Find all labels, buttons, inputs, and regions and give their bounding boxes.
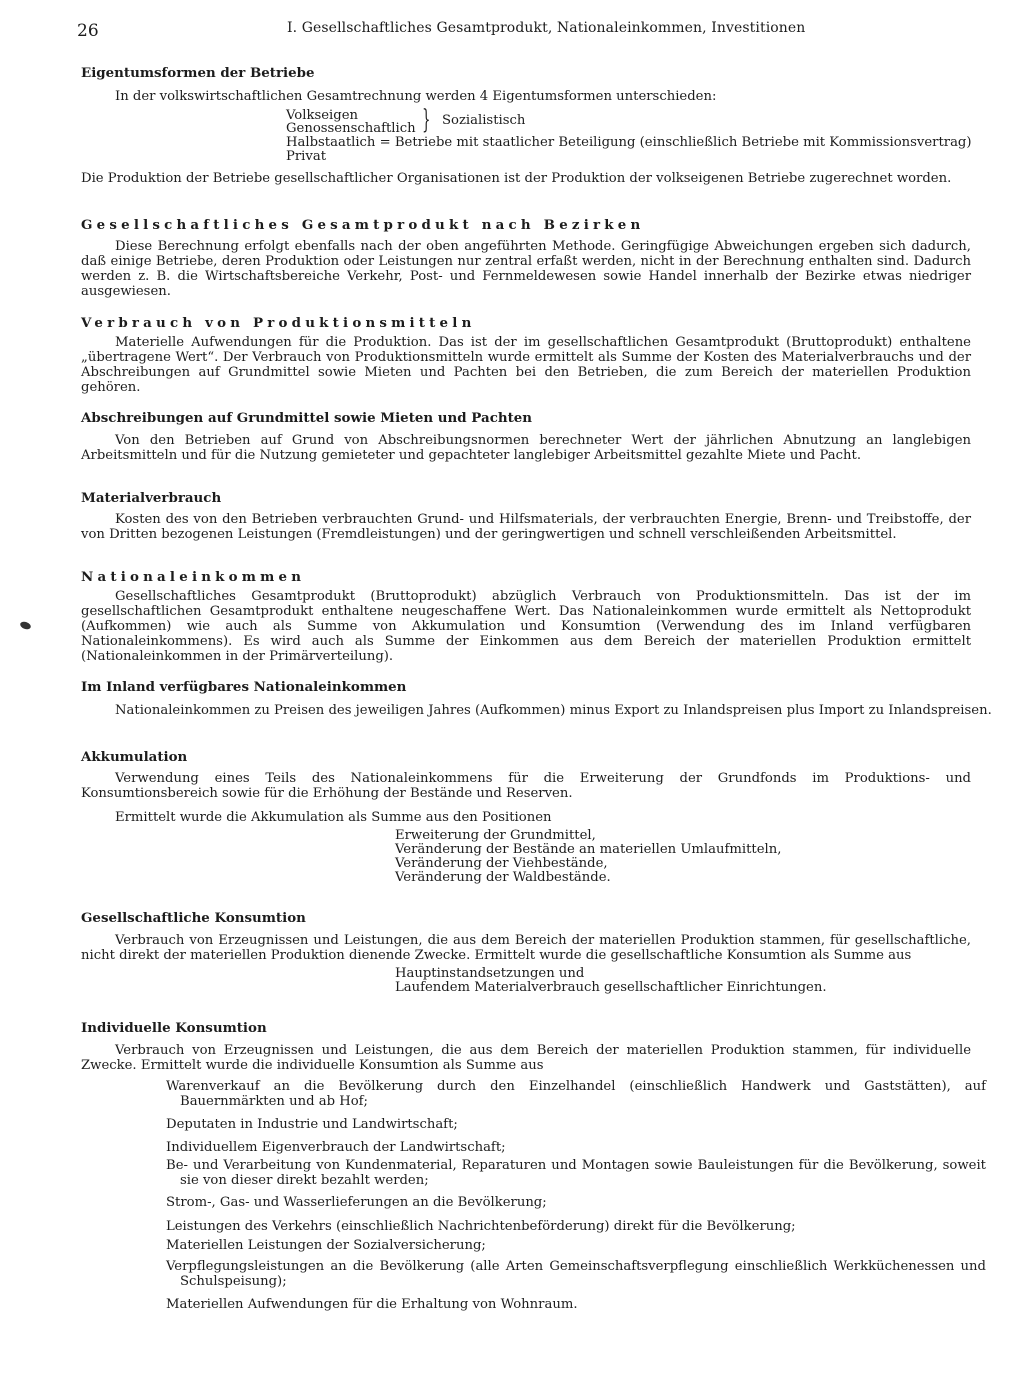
list-item: Be- und Verarbeitung von Kundenmaterial, Reparaturen und Montagen sowie Bauleistungen für die Bevölkerung, soweit sie von dieser direkt bezahlt werden; [166, 1158, 986, 1188]
brace-sozialistisch: } [422, 105, 431, 135]
nationaleinkommen-text: Gesellschaftliches Gesamtprodukt (Bruttoprodukt) abzüglich Verbrauch von Produktionsmitteln. Das ist der im gesellschaftlichen Gesamtprodukt enthaltene neugeschaffene Wert. Das Nationaleinkommen wurde ermittelt als Nettoprodukt (Aufkommen) wie auch als Summe von Akkumulation und Konsumtion (Verwendung des im Inland verfügbaren Nationaleinkommens). Es wird auch als Summe der Einkommen aus dem Bereich der materiellen Produktion ermittelt (Nationaleinkommen in der Primärverteilung). [81, 589, 971, 664]
akkumulation-position: Veränderung der Bestände an materiellen Umlaufmitteln, [395, 842, 782, 857]
heading-individuelle-konsumtion: Individuelle Konsumtion [81, 1020, 267, 1036]
akkumulation-position: Veränderung der Viehbestände, [395, 856, 608, 871]
akkumulation-position: Veränderung der Waldbestände. [395, 870, 611, 885]
heading-abschreibungen: Abschreibungen auf Grundmittel sowie Mieten und Pachten [81, 410, 533, 426]
abschreibungen-text: Von den Betrieben auf Grund von Abschreibungsnormen berechneter Wert der jährlichen Abnutzung an langlebigen Arbeitsmitteln und für die Nutzung gemieteter und gepachteter langlebiger Arbeitsmittel gezahlte Miete und Pacht. [81, 433, 971, 463]
list-item: Materiellen Leistungen der Sozialversicherung; [166, 1238, 486, 1253]
eigentum-intro: In der volkswirtschaftlichen Gesamtrechnung werden 4 Eigentumsformen unterschieden: [115, 89, 717, 104]
list-item: Verpflegungsleistungen an die Bevölkerung (alle Arten Gemeinschaftsverpflegung einschließlich Werkküchenessen und Schulspeisung); [166, 1259, 986, 1289]
heading-verbrauch: Verbrauch von Produktionsmitteln [81, 315, 476, 331]
heading-gesellschaftliche-konsumtion: Gesellschaftliche Konsumtion [81, 910, 306, 926]
ink-speck [19, 620, 32, 630]
running-title: I. Gesellschaftliches Gesamtprodukt, Nationaleinkommen, Investitionen [287, 20, 806, 36]
akkumulation-text: Verwendung eines Teils des Nationaleinkommens für die Erweiterung der Grundfonds im Produktions- und Konsumtionsbereich sowie für die Erhöhung der Bestände und Reserven. [81, 771, 971, 801]
list-item: Deputaten in Industrie und Landwirtschaft; [166, 1117, 458, 1132]
bezirke-text: Diese Berechnung erfolgt ebenfalls nach der oben angeführten Methode. Geringfügige Abweichungen ergeben sich dadurch, daß einige Betriebe, deren Produktion oder Leistungen nur zentral erfaßt werden, nicht in der Berechnung enthalten sind. Dadurch werden z. B. die Wirtschaftsbereiche Verkehr, Post- und Fernmeldewesen sowie Handel innerhalb der Bezirke etwas niedriger ausgewiesen. [81, 239, 971, 299]
heading-eigentumsformen: Eigentumsformen der Betriebe [81, 65, 315, 81]
group-label-sozialistisch: Sozialistisch [442, 113, 526, 128]
list-item: Warenverkauf an die Bevölkerung durch den Einzelhandel (einschließlich Handwerk und Gaststätten), auf Bauernmärkten und ab Hof; [166, 1079, 986, 1109]
akkumulation-position: Erweiterung der Grundmittel, [395, 828, 596, 843]
form-halbstaatlich: Halbstaatlich = Betriebe mit staatlicher Beteiligung (einschließlich Betriebe mit Kommissionsvertrag) [286, 135, 972, 150]
list-item: Individuellem Eigenverbrauch der Landwirtschaft; [166, 1140, 506, 1155]
eigentum-note: Die Produktion der Betriebe gesellschaftlicher Organisationen ist der Produktion der volkseigenen Betriebe zugerechnet worden. [81, 171, 952, 186]
gesellschaftliche-position: Hauptinstandsetzungen und [395, 966, 585, 981]
form-privat: Privat [286, 149, 327, 164]
form-volkseigen: Volkseigen [286, 108, 358, 123]
heading-akkumulation: Akkumulation [81, 749, 188, 765]
gesellschaftliche-konsumtion-text: Verbrauch von Erzeugnissen und Leistungen, die aus dem Bereich der materiellen Produktion stammen, für gesellschaftliche, nicht direkt der materiellen Produktion dienende Zwecke. Ermittelt wurde die gesellschaftliche Konsumtion als Summe aus [81, 933, 971, 963]
heading-inland: Im Inland verfügbares Nationaleinkommen [81, 679, 407, 695]
individuelle-konsumtion-text: Verbrauch von Erzeugnissen und Leistungen, die aus dem Bereich der materiellen Produktion stammen, für individuelle Zwecke. Ermittelt wurde die individuelle Konsumtion als Summe aus [81, 1043, 971, 1073]
list-item: Materiellen Aufwendungen für die Erhaltung von Wohnraum. [166, 1297, 578, 1312]
inland-text: Nationaleinkommen zu Preisen des jeweiligen Jahres (Aufkommen) minus Export zu Inlandspreisen plus Import zu Inlandspreisen. [115, 703, 992, 718]
gesellschaftliche-position: Laufendem Materialverbrauch gesellschaftlicher Einrichtungen. [395, 980, 827, 995]
heading-nationaleinkommen: Nationaleinkommen [81, 569, 306, 585]
list-item: Strom-, Gas- und Wasserlieferungen an die Bevölkerung; [166, 1195, 547, 1210]
list-item: Leistungen des Verkehrs (einschließlich Nachrichtenbeförderung) direkt für die Bevölkerung; [166, 1219, 796, 1234]
materialverbrauch-text: Kosten des von den Betrieben verbrauchten Grund- und Hilfsmaterials, der verbrauchten Energie, Brenn- und Treibstoffe, der von Dritten bezogenen Leistungen (Fremdleistungen) und der geringwertigen und schnell verschleißenden Arbeitsmittel. [81, 512, 971, 542]
akkumulation-intro: Ermittelt wurde die Akkumulation als Summe aus den Positionen [115, 810, 552, 825]
heading-bezirke: Gesellschaftliches Gesamtprodukt nach Bezirken [81, 217, 645, 233]
verbrauch-text: Materielle Aufwendungen für die Produktion. Das ist der im gesellschaftlichen Gesamtprodukt (Bruttoprodukt) enthaltene „übertragene Wert“. Der Verbrauch von Produktionsmitteln wurde ermittelt als Summe der Kosten des Materialverbrauchs und der Abschreibungen auf Grundmittel sowie Mieten und Pachten bei den Betrieben, die zum Bereich der materiellen Produktion gehören. [81, 335, 971, 395]
form-genossenschaftlich: Genossenschaftlich [286, 121, 416, 136]
heading-materialverbrauch: Materialverbrauch [81, 490, 222, 506]
page-number: 26 [77, 21, 99, 41]
